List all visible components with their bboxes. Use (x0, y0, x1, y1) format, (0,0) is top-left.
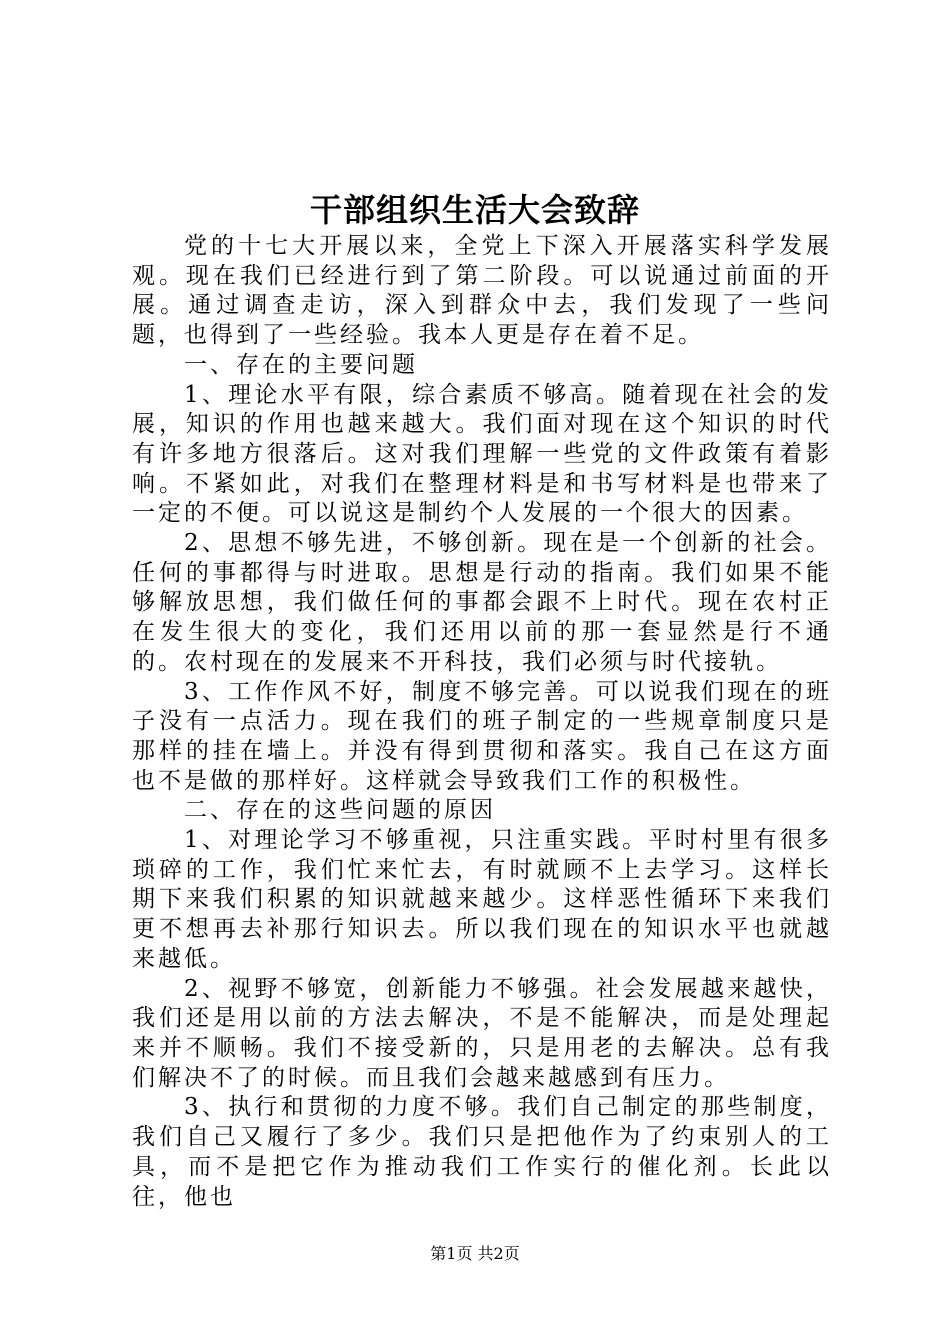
section-heading-problems: 一、存在的主要问题 (184, 351, 418, 378)
paragraph-cause-2: 2、视野不够宽，创新能力不够强。社会发展越来越快，我们还是用以前的方法去解决，不是不能解决，而是处理起来并不顺畅。我们不接受新的，只是用老的去解决。总有我们解决不了的时候。而且我们会越来越感到有压力。 (132, 975, 832, 1091)
paragraph-problem-3: 3、工作作风不好，制度不够完善。可以说我们现在的班子没有一点活力。现在我们的班子制定的一些规章制度只是那样的挂在墙上。并没有得到贯彻和落实。我自己在这方面也不是做的那样好。这样就会导致我们工作的积极性。 (132, 678, 832, 794)
paragraph-cause-1: 1、对理论学习不够重视，只注重实践。平时村里有很多琐碎的工作，我们忙来忙去，有时就顾不上去学习。这样长期下来我们积累的知识就越来越少。这样恶性循环下来我们更不想再去补那行知识去。所以我们现在的知识水平也就越来越低。 (132, 827, 832, 972)
page-footer: 第1页 共2页 (430, 1244, 520, 1263)
paragraph-problem-2: 2、思想不够先进，不够创新。现在是一个创新的社会。任何的事都得与时进取。思想是行动的指南。我们如果不能够解放思想，我们做任何的事都会跟不上时代。现在农村正在发生很大的变化，我们还用以前的那一套显然是行不通的。农村现在的发展来不开科技，我们必须与时代接轨。 (132, 530, 832, 675)
document-body (132, 232, 832, 1212)
section-heading-causes: 二、存在的这些问题的原因 (184, 797, 496, 824)
document-title: 干部组织生活大会致辞 (309, 191, 640, 229)
paragraph-intro: 党的十七大开展以来，全党上下深入开展落实科学发展观。现在我们已经进行到了第二阶段。可以说通过前面的开展。通过调查走访，深入到群众中去，我们发现了一些问题，也得到了一些经验。我本人更是存在着不足。 (132, 233, 832, 349)
paragraph-cause-3: 3、执行和贯彻的力度不够。我们自己制定的那些制度，我们自己又履行了多少。我们只是把他作为了约束别人的工具，而不是把它作为推动我们工作实行的催化剂。长此以往，他也 (132, 1094, 832, 1210)
paragraph-problem-1: 1、理论水平有限，综合素质不够高。随着现在社会的发展，知识的作用也越来越大。我们面对现在这个知识的时代有许多地方很落后。这对我们理解一些党的文件政策有着影响。不紧如此，对我们在整理材料是和书写材料是也带来了一定的不便。可以说这是制约个人发展的一个很大的因素。 (132, 381, 832, 527)
